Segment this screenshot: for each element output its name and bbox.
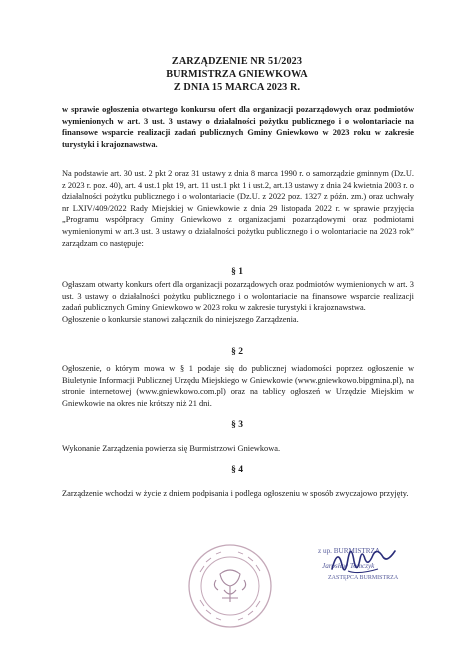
section-1-paragraph-2: Ogłoszenie o konkursie stanowi załącznik do niniejszego Zarządzenia. [62, 314, 299, 324]
title-line-1: ZARZĄDZENIE NR 51/2023 [171, 56, 303, 67]
legal-basis-paragraph: Na podstawie art. 30 ust. 2 pkt 2 oraz 31 ustawy z dnia 8 marca 1990 r. o samorządzie gminnym (Dz.U. z 2023 r. poz. 40), art. 4 ust.1 pkt 19, art. 11 ust.1 pkt 1 i ust.2, art.13 ustawy z dnia 24 kwietnia 2003 r. o działalności pożytku publicznego i o wolontariacie (Dz.U. z 2022 poz. 1327 z późn. zm.) oraz uchwały nr LXIV/409/2022 Rady Miejskiej w Gniewkowie z dnia 29 listopada 2022 r. w sprawie przyjęcia „Programu współpracy Gminy Gniewkowo z organizacjami pozarządowymi oraz podmiotami wymienionymi w art.3 ust. 3 ustawy o działalności pożytku publicznego i o wolontariacie na 2023 rok” zarządzam co następuje: [62, 169, 414, 248]
signature-line-2: Jarosław Tomczyk [322, 562, 375, 570]
signature-block [318, 545, 428, 595]
title-line-2: BURMISTRZA GNIEWKOWA [166, 69, 308, 80]
document-title [0, 55, 474, 94]
title-line-3: Z DNIA 15 MARCA 2023 R. [173, 82, 301, 93]
subject-paragraph: w sprawie ogłoszenia otwartego konkursu ofert dla organizacji pozarządowych oraz podmiotów wymienionych w art. 3 ust. 3 ustawy o działalności pożytku publicznego i o wolontariacie na finansowe wsparcie realizacji zadań publicznych Gminy Gniewkowo w 2023 roku w zakresie turystyki i krajoznawstwa. [62, 105, 414, 149]
section-3-paragraph-1: Wykonanie Zarządzenia powierza się Burmistrzowi Gniewkowa. [62, 444, 281, 453]
section-3-mark: § 3 [231, 420, 243, 430]
section-4-mark: § 4 [231, 465, 243, 475]
signature-line-1: z up. BURMISTRZA [318, 547, 381, 555]
section-1-body [62, 279, 414, 325]
handwritten-signature-icon [328, 541, 403, 581]
section-4-body [62, 488, 414, 500]
signature-line-3: ZASTĘPCA BURMISTRZA [328, 575, 399, 581]
section-2-body [62, 363, 414, 409]
section-1-mark: § 1 [231, 267, 243, 277]
section-2-paragraph-1: Ogłoszenie, o którym mowa w § 1 podaje się do publicznej wiadomości poprzez ogłoszenie w Biuletynie Informacji Publicznej Urzędu Miejskiego w Gniewkowie (www.gniewkowo.bipgmina.pl), na stronie internetowej (www.gniewkowo.com.pl) oraz na tablicy ogłoszeń w Urzędzie Miejskim w Gniewkowie na okres nie krótszy niż 21 dni. [62, 364, 414, 408]
section-4-paragraph-1: Zarządzenie wchodzi w życie z dniem podpisania i podlega ogłoszeniu w sposób zwyczajowo przyjęty. [62, 489, 409, 498]
section-1-paragraph-1: Ogłaszam otwarty konkurs ofert dla organizacji pozarządowych oraz podmiotów wymienionych w art. 3 ust. 3 ustawy o działalności pożytku publicznego i o wolontariacie na finansowe wsparcie realizacji zadań publicznych Gminy Gniewkowo w 2023 roku w zakresie turystyki i krajoznawstwa. [62, 280, 414, 313]
section-3-body [62, 443, 414, 455]
section-2-mark: § 2 [231, 347, 243, 357]
official-seal-icon [186, 542, 274, 630]
